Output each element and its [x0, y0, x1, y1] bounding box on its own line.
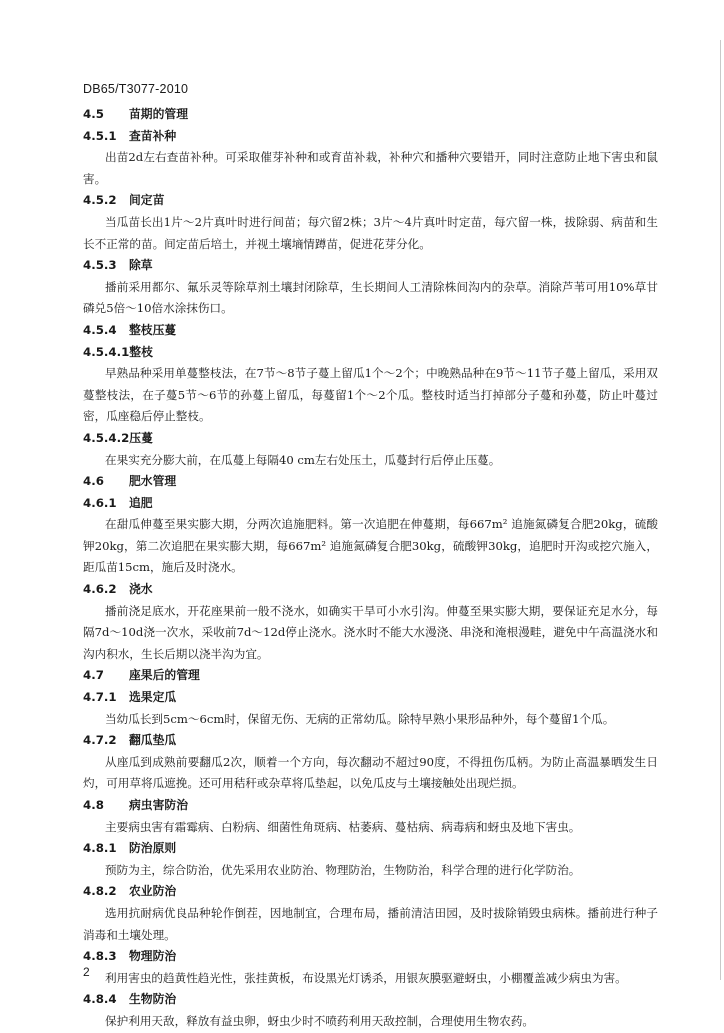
section-title: 翻瓜垫瓜 — [129, 733, 177, 748]
paragraph: 早熟品种采用单蔓整枝法，在7节～8节子蔓上留瓜1个～2个；中晚熟品种在9节～11节子蔓上留瓜，采用双蔓整枝法，在子蔓5节～6节的孙蔓上留瓜，每蔓留1个～2个瓜。整枝时适当打掉部分子蔓和孙蔓，防止叶蔓过密，瓜座稳后停止整枝。 — [83, 366, 658, 424]
section-number: 4.8.4 — [83, 992, 117, 1007]
section-heading — [83, 190, 658, 212]
section-title: 间定苗 — [129, 193, 165, 208]
paragraph: 播前浇足底水，开花座果前一般不浇水，如确实干旱可小水引沟。伸蔓至果实膨大期，要保证充足水分，每隔7d～10d浇一次水，采收前7d～12d停止浇水。浇水时不能大水漫浇、串浇和淹根漫畦，避免中午高温浇水和沟内积水，生长后期以浇半沟为宜。 — [83, 603, 658, 661]
scan-edge-line — [720, 40, 721, 980]
section-heading — [83, 104, 658, 126]
section-number: 4.5.4 — [83, 322, 117, 337]
section-heading — [83, 126, 658, 148]
section-heading — [83, 471, 658, 493]
standard-code-header: DB65/T3077-2010 — [83, 82, 189, 96]
section-title: 农业防治 — [129, 884, 177, 899]
section-number: 4.8.3 — [83, 949, 117, 964]
paragraph: 当幼瓜长到5cm～6cm时，保留无伤、无病的正常幼瓜。除特早熟小果形品种外，每个蔓留1个瓜。 — [105, 711, 615, 726]
section-title: 防治原则 — [129, 841, 177, 856]
section-heading — [83, 579, 658, 601]
section-heading — [83, 989, 658, 1011]
section-title: 肥水管理 — [129, 474, 177, 489]
section-number: 4.5.3 — [83, 258, 117, 273]
section-number: 4.5.1 — [83, 128, 117, 143]
paragraph: 从座瓜到成熟前要翻瓜2次，顺着一个方向，每次翻动不超过90度，不得扭伤瓜柄。为防止高温暴晒发生日灼，可用草将瓜遮挽。还可用秸秆或杂草将瓜垫起，以免瓜皮与土壤接触处出现烂损。 — [83, 754, 658, 791]
section-title: 苗期的管理 — [129, 107, 188, 121]
section-title: 选果定瓜 — [129, 690, 177, 705]
section-title: 物理防治 — [129, 949, 177, 964]
section-number: 4.7.1 — [83, 690, 117, 705]
section-title: 压蔓 — [129, 430, 153, 445]
section-number: 4.5.4.1 — [83, 344, 130, 359]
section-title: 整枝 — [129, 344, 153, 359]
section-heading — [83, 320, 658, 342]
section-heading — [83, 795, 658, 817]
paragraph: 利用害虫的趋黄性趋光性，张挂黄板，布设黑光灯诱杀，用银灰膜驱避蚜虫，小棚覆盖减少病虫为害。 — [105, 970, 627, 985]
paragraph: 出苗2d左右查苗补种。可采取催芽补种和或育苗补栽，补种穴和播种穴要错开，同时注意防止地下害虫和鼠害。 — [83, 150, 658, 186]
section-number: 4.5 — [83, 107, 104, 121]
paragraph: 保护利用天敌，释放有益虫卵，蚜虫少时不喷药利用天敌控制，合理使用生物农药。 — [105, 1013, 535, 1028]
section-number: 4.5.4.2 — [83, 430, 130, 445]
document-body — [83, 104, 658, 1033]
paragraph: 当瓜苗长出1片～2片真叶时进行间苗；每穴留2株；3片～4片真叶时定苗，每穴留一株，拔除弱、病苗和生长不正常的苗。间定苗后培土，并视土壤墒情蹲苗，促进花芽分化。 — [83, 214, 658, 251]
section-heading — [83, 730, 658, 752]
section-number: 4.7.2 — [83, 733, 117, 748]
section-title: 生物防治 — [129, 992, 177, 1007]
section-title: 座果后的管理 — [129, 668, 200, 683]
section-heading — [83, 665, 658, 687]
section-number: 4.6.1 — [83, 495, 117, 510]
paragraph: 选用抗耐病优良品种轮作倒茬，因地制宜，合理布局，播前清洁田园，及时拔除销毁虫病株。播前进行种子消毒和土壤处理。 — [83, 905, 658, 942]
section-number: 4.8.2 — [83, 884, 117, 899]
section-heading — [83, 255, 658, 277]
section-title: 追肥 — [129, 495, 153, 510]
section-number: 4.6 — [83, 474, 104, 489]
paragraph: 播前采用都尔、氟乐灵等除草剂土壤封闭除草，生长期间人工清除株间沟内的杂草。消除芦苇可用10%草甘磷兑5倍～10倍水涂抹伤口。 — [83, 279, 658, 316]
section-heading — [83, 493, 658, 515]
section-title: 病虫害防治 — [129, 798, 188, 812]
paragraph: 主要病虫害有霜霉病、白粉病、细菌性角斑病、枯萎病、蔓枯病、病毒病和蚜虫及地下害虫。 — [105, 819, 581, 834]
page-number: 2 — [83, 965, 90, 979]
section-title: 整枝压蔓 — [129, 322, 177, 337]
section-number: 4.8 — [83, 798, 104, 812]
section-title: 查苗补种 — [129, 128, 177, 143]
section-heading — [83, 838, 658, 860]
section-heading — [83, 946, 658, 968]
section-title: 除草 — [129, 258, 153, 273]
section-heading — [83, 881, 658, 903]
section-heading — [83, 342, 658, 364]
section-heading — [83, 428, 658, 450]
section-number: 4.5.2 — [83, 193, 117, 208]
paragraph: 在果实充分膨大前，在瓜蔓上每隔40 cm左右处压土，瓜蔓封行后停止压蔓。 — [105, 452, 501, 467]
paragraph: 在甜瓜伸蔓至果实膨大期，分两次追施肥料。第一次追肥在伸蔓期，每667m² 追施氮磷复合肥20kg，硫酸钾20kg，第二次追肥在果实膨大期，每667m² 追施氮磷复合肥30kg，硫酸钾30kg，追肥时开沟或挖穴施入，距瓜苗15cm，施后及时浇水。 — [83, 517, 658, 575]
section-number: 4.7 — [83, 668, 104, 683]
paragraph: 预防为主，综合防治，优先采用农业防治、物理防治，生物防治，科学合理的进行化学防治。 — [105, 862, 581, 877]
section-heading — [83, 687, 658, 709]
section-title: 浇水 — [129, 582, 153, 597]
section-number: 4.8.1 — [83, 841, 117, 856]
section-number: 4.6.2 — [83, 582, 117, 597]
